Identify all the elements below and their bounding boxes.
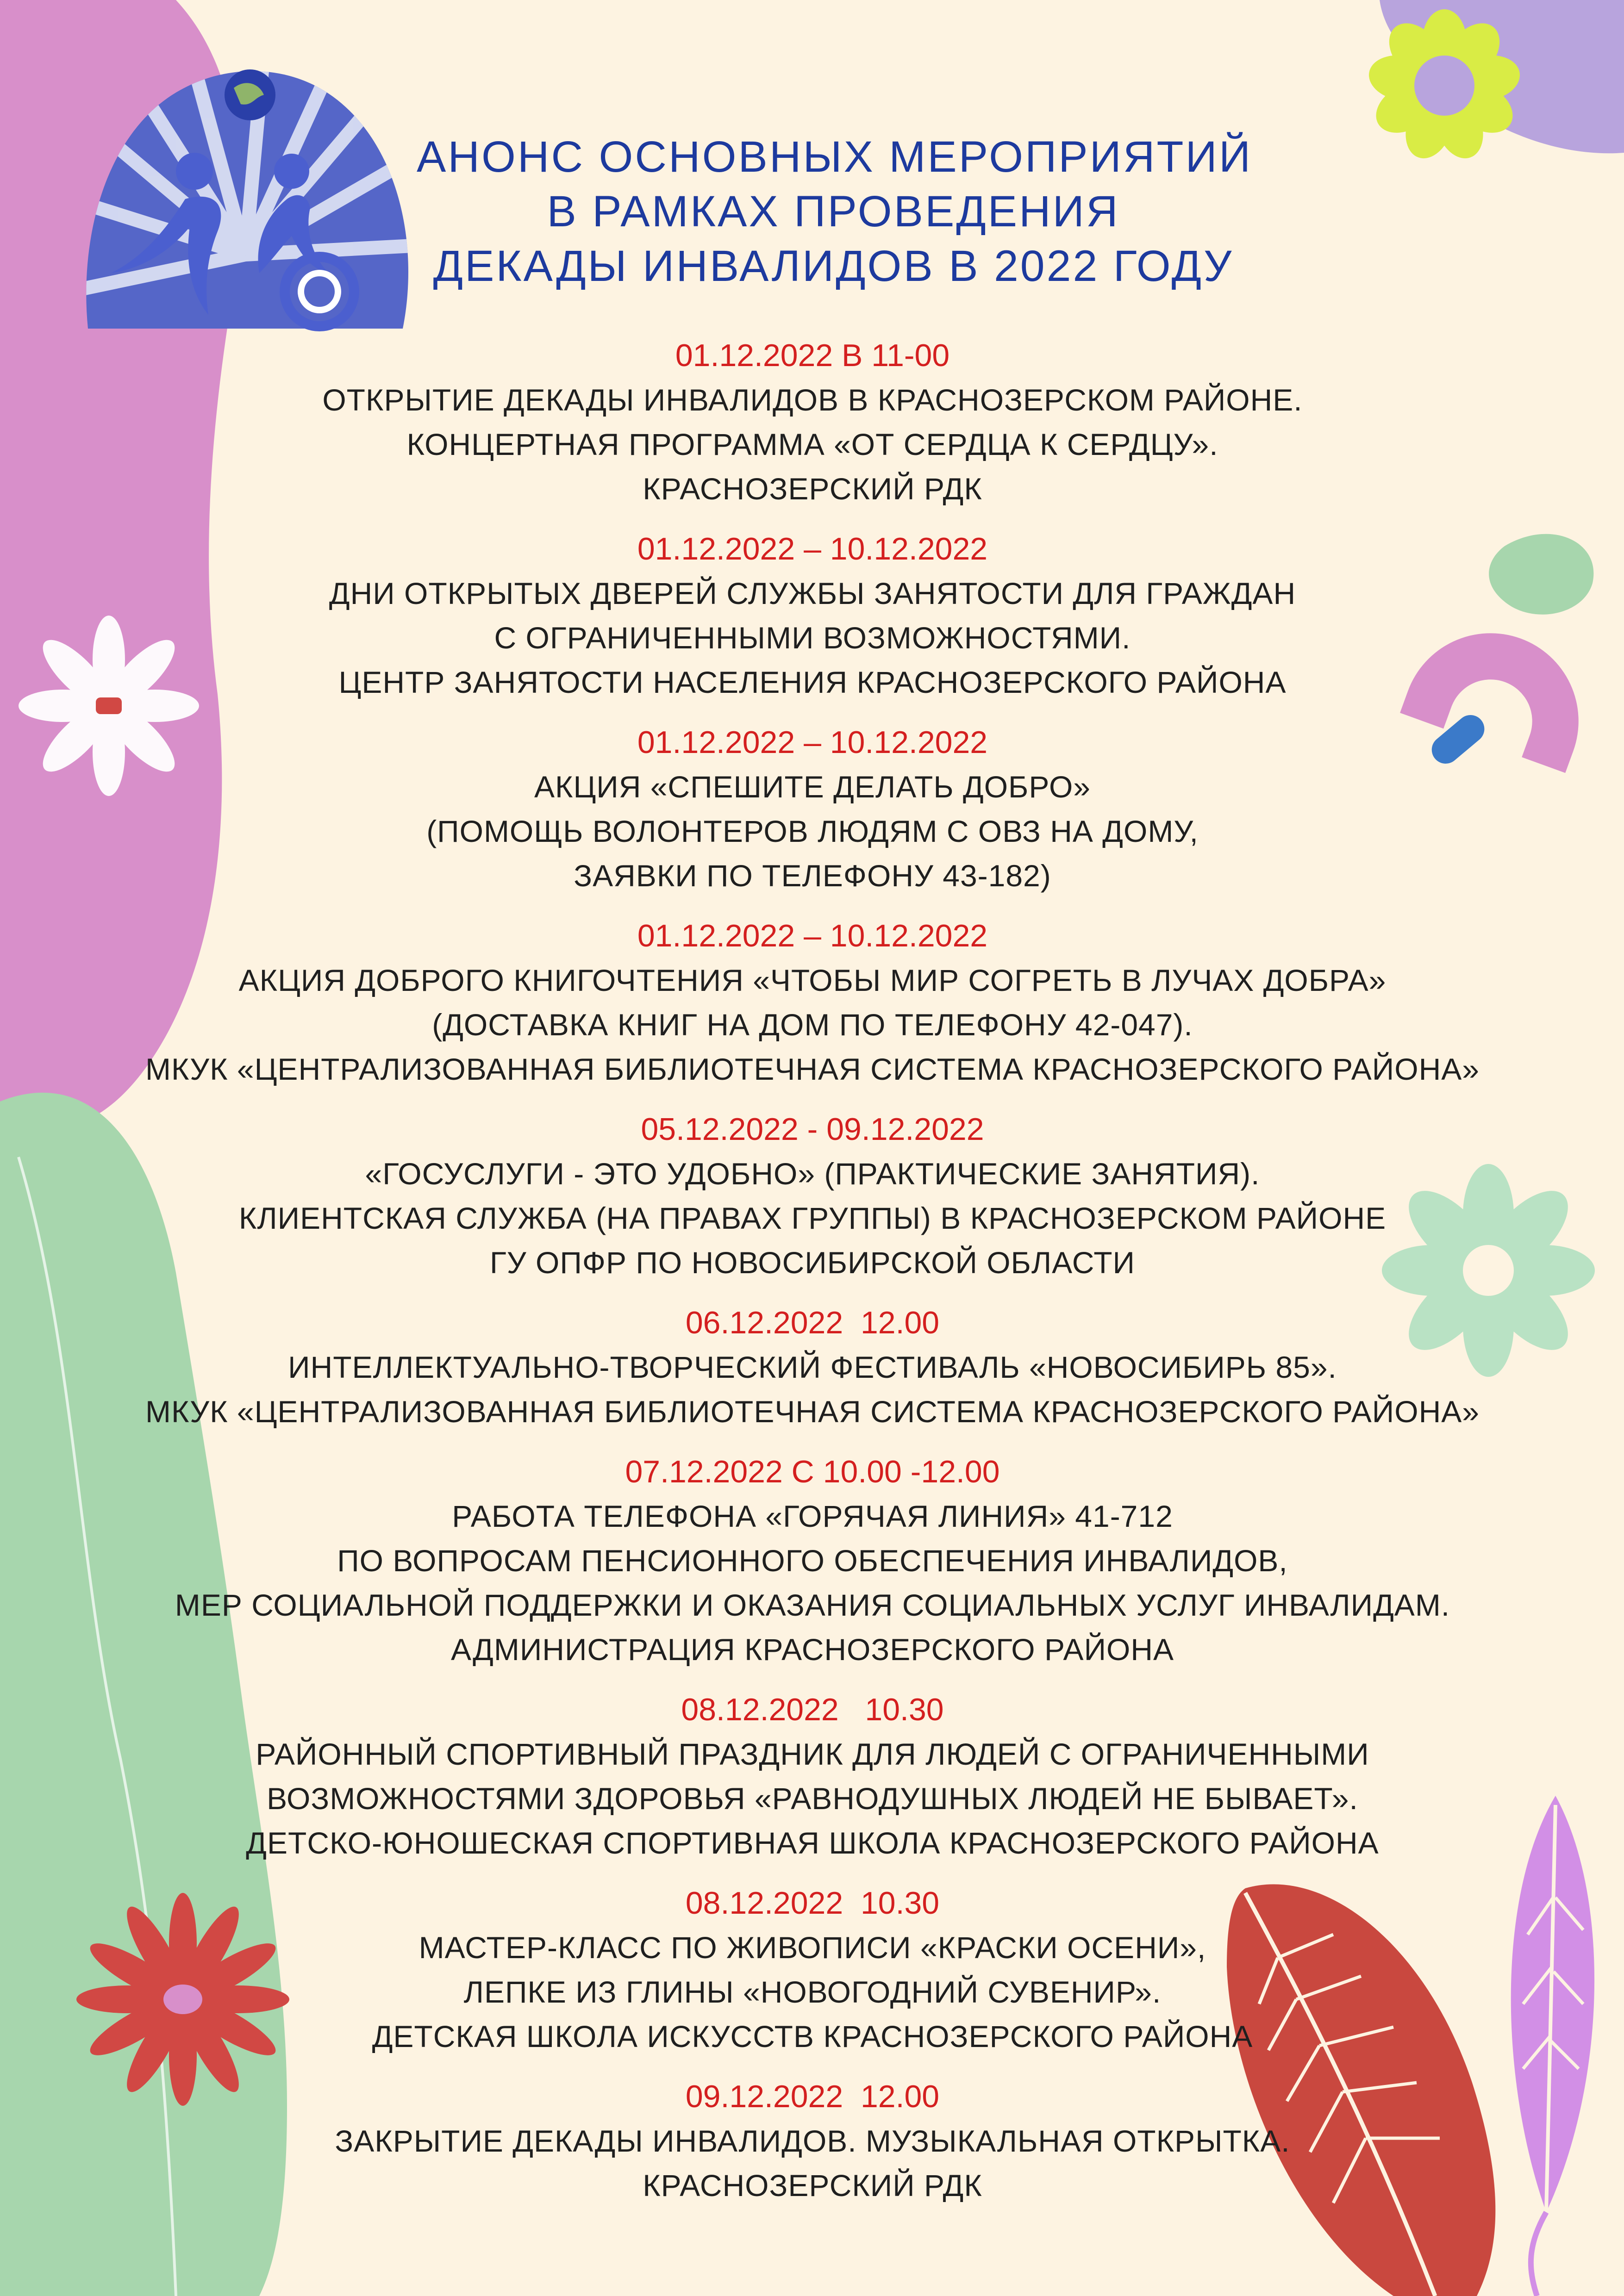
event-line: ИНТЕЛЛЕКТУАЛЬНО-ТВОРЧЕСКИЙ ФЕСТИВАЛЬ «НОВОСИБИРЬ 85». — [288, 1350, 1337, 1384]
event-date: 06.12.2022 12.00 — [685, 1305, 940, 1340]
event-item — [93, 1450, 1532, 1672]
decade-logo — [69, 51, 421, 356]
event-line: ВОЗМОЖНОСТЯМИ ЗДОРОВЬЯ «РАВНОДУШНЫХ ЛЮДЕЙ НЕ БЫВАЕТ». — [267, 1781, 1358, 1816]
event-item — [93, 1881, 1532, 2059]
event-line: КЛИЕНТСКАЯ СЛУЖБА (НА ПРАВАХ ГРУППЫ) В КРАСНОЗЕРСКОМ РАЙОНЕ — [238, 1201, 1387, 1235]
event-line: МКУК «ЦЕНТРАЛИЗОВАННАЯ БИБЛИОТЕЧНАЯ СИСТЕМА КРАСНОЗЕРСКОГО РАЙОНА» — [145, 1394, 1480, 1429]
event-item — [93, 333, 1532, 511]
event-date: 05.12.2022 - 09.12.2022 — [641, 1112, 984, 1147]
event-line: МКУК «ЦЕНТРАЛИЗОВАННАЯ БИБЛИОТЕЧНАЯ СИСТЕМА КРАСНОЗЕРСКОГО РАЙОНА» — [145, 1052, 1480, 1086]
header-line-1: АНОНС ОСНОВНЫХ МЕРОПРИЯТИЙ — [417, 132, 1253, 181]
announcement-header — [417, 130, 1253, 293]
event-line: РАБОТА ТЕЛЕФОНА «ГОРЯЧАЯ ЛИНИЯ» 41-712 — [452, 1499, 1173, 1533]
event-line: ДЕТСКАЯ ШКОЛА ИСКУССТВ КРАСНОЗЕРСКОГО РАЙОНА — [372, 2019, 1253, 2053]
event-date: 07.12.2022 С 10.00 -12.00 — [625, 1454, 1000, 1489]
event-line: «ГОСУСЛУГИ - ЭТО УДОБНО» (ПРАКТИЧЕСКИЕ ЗАНЯТИЯ). — [365, 1157, 1260, 1191]
event-line: КРАСНОЗЕРСКИЙ РДК — [643, 2168, 982, 2203]
figure-head-right — [274, 154, 309, 189]
event-line: ЗАЯВКИ ПО ТЕЛЕФОНУ 43-182) — [574, 859, 1051, 893]
event-line: ОТКРЫТИЕ ДЕКАДЫ ИНВАЛИДОВ В КРАСНОЗЕРСКОМ РАЙОНЕ. — [322, 383, 1303, 417]
event-line: ЦЕНТР ЗАНЯТОСТИ НАСЕЛЕНИЯ КРАСНОЗЕРСКОГО РАЙОНА — [338, 665, 1287, 699]
event-item — [93, 720, 1532, 898]
event-date: 01.12.2022 – 10.12.2022 — [637, 531, 988, 566]
event-line: (ПОМОЩЬ ВОЛОНТЕРОВ ЛЮДЯМ С ОВЗ НА ДОМУ, — [426, 814, 1199, 848]
event-line: МАСТЕР-КЛАСС ПО ЖИВОПИСИ «КРАСКИ ОСЕНИ», — [418, 1930, 1206, 1965]
event-item — [93, 1107, 1532, 1285]
event-line: КРАСНОЗЕРСКИЙ РДК — [643, 472, 982, 506]
header-line-2: В РАМКАХ ПРОВЕДЕНИЯ — [547, 187, 1120, 236]
event-item — [93, 527, 1532, 704]
event-line: КОНЦЕРТНАЯ ПРОГРАММА «ОТ СЕРДЦА К СЕРДЦУ». — [406, 427, 1218, 461]
event-line: ГУ ОПФР ПО НОВОСИБИРСКОЙ ОБЛАСТИ — [490, 1245, 1135, 1280]
event-line: МЕР СОЦИАЛЬНОЙ ПОДДЕРЖКИ И ОКАЗАНИЯ СОЦИАЛЬНЫХ УСЛУГ ИНВАЛИДАМ. — [175, 1588, 1450, 1622]
event-date: 08.12.2022 10.30 — [685, 1885, 940, 1921]
event-date: 08.12.2022 10.30 — [681, 1692, 944, 1727]
event-date: 01.12.2022 – 10.12.2022 — [637, 725, 988, 760]
event-line: РАЙОННЫЙ СПОРТИВНЫЙ ПРАЗДНИК ДЛЯ ЛЮДЕЙ С ОГРАНИЧЕННЫМИ — [256, 1737, 1369, 1771]
event-line: АКЦИЯ ДОБРОГО КНИГОЧТЕНИЯ «ЧТОБЫ МИР СОГРЕТЬ В ЛУЧАХ ДОБРА» — [238, 963, 1387, 997]
figure-head-left — [176, 153, 213, 190]
event-line: ДНИ ОТКРЫТЫХ ДВЕРЕЙ СЛУЖБЫ ЗАНЯТОСТИ ДЛЯ ГРАЖДАН — [329, 576, 1296, 610]
event-line: ПО ВОПРОСАМ ПЕНСИОННОГО ОБЕСПЕЧЕНИЯ ИНВАЛИДОВ, — [337, 1543, 1288, 1578]
event-line: АКЦИЯ «СПЕШИТЕ ДЕЛАТЬ ДОБРО» — [534, 770, 1091, 804]
event-item — [93, 1300, 1532, 1434]
event-line: С ОГРАНИЧЕННЫМИ ВОЗМОЖНОСТЯМИ. — [494, 621, 1131, 655]
event-line: ЗАКРЫТИЕ ДЕКАДЫ ИНВАЛИДОВ. МУЗЫКАЛЬНАЯ ОТКРЫТКА. — [335, 2124, 1290, 2158]
event-line: ЛЕПКЕ ИЗ ГЛИНЫ «НОВОГОДНИЙ СУВЕНИР». — [463, 1975, 1162, 2009]
event-date: 01.12.2022 В 11-00 — [675, 338, 950, 373]
header-line-3: ДЕКАДЫ ИНВАЛИДОВ В 2022 ГОДУ — [433, 242, 1234, 291]
event-line: АДМИНИСТРАЦИЯ КРАСНОЗЕРСКОГО РАЙОНА — [450, 1632, 1174, 1667]
event-date: 01.12.2022 – 10.12.2022 — [637, 918, 988, 953]
event-line: ДЕТСКО-ЮНОШЕСКАЯ СПОРТИВНАЯ ШКОЛА КРАСНОЗЕРСКОГО РАЙОНА — [246, 1826, 1379, 1860]
event-item — [93, 1687, 1532, 1865]
event-line: (ДОСТАВКА КНИГ НА ДОМ ПО ТЕЛЕФОНУ 42-047). — [432, 1008, 1193, 1042]
events-list — [93, 333, 1532, 2208]
event-date: 09.12.2022 12.00 — [685, 2079, 940, 2114]
event-item — [93, 914, 1532, 1091]
event-item — [93, 2074, 1532, 2208]
